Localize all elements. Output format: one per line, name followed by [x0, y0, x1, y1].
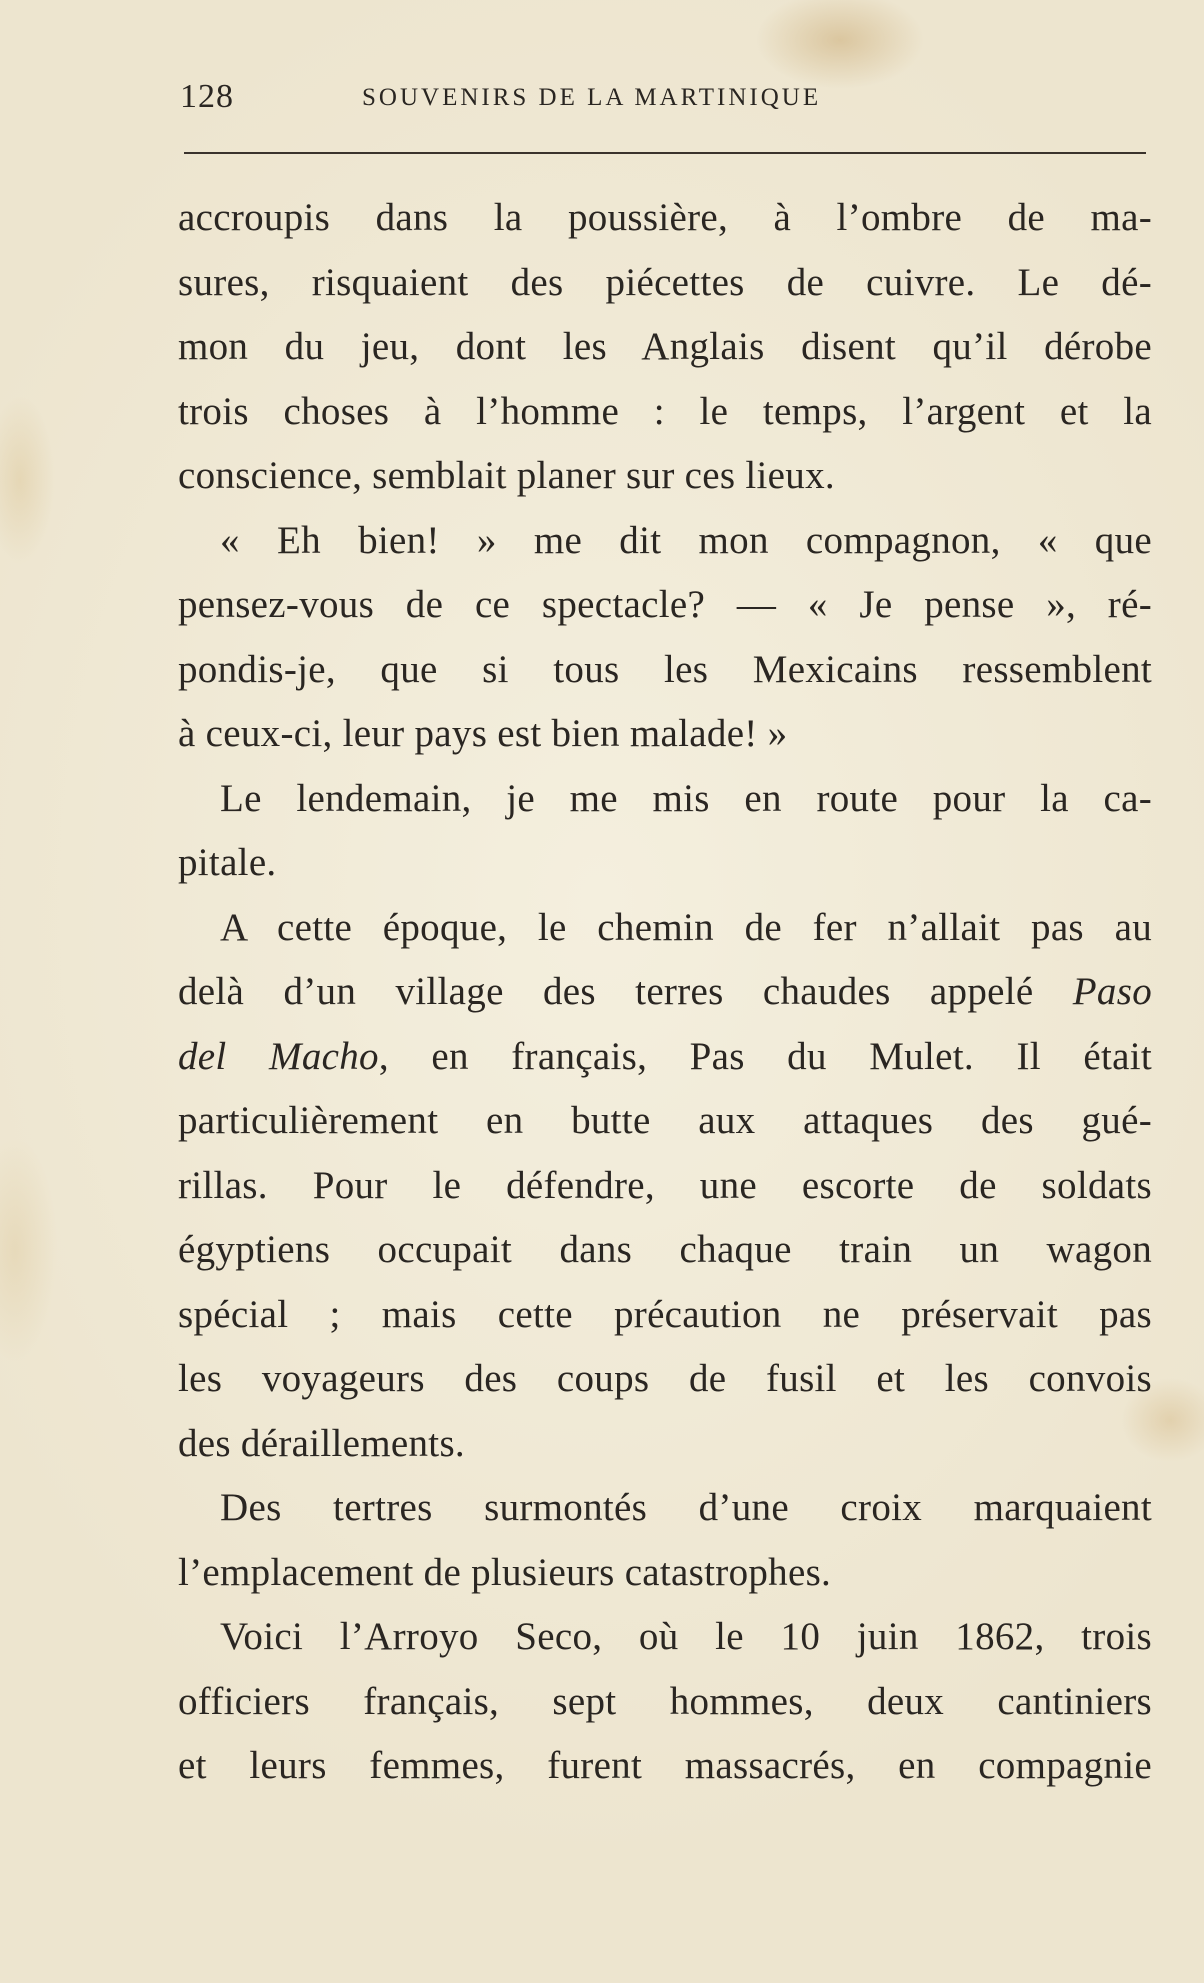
text-line: officiers français, sept hommes, deux cantiniers: [178, 1679, 1152, 1723]
text-line: spécial ; mais cette précaution ne préservait pas: [178, 1292, 1152, 1336]
text-line: à ceux-ci, leur pays est bien malade! »: [178, 712, 788, 755]
page-header: [180, 78, 1150, 118]
text-line: et leurs femmes, furent massacrés, en compagnie: [178, 1744, 1152, 1787]
text-line: [178, 1025, 1152, 1090]
text-line: [178, 960, 1152, 1025]
text-line: égyptiens occupait dans chaque train un wagon: [178, 1228, 1152, 1271]
italic-place-name: Paso: [1072, 970, 1152, 1013]
text-line: conscience, semblait planer sur ces lieux.: [178, 454, 835, 497]
running-title: SOUVENIRS DE LA MARTINIQUE: [362, 84, 822, 111]
text-line: pitale.: [178, 841, 277, 884]
text-line: sures, risquaient des piécettes de cuivre. Le dé-: [178, 260, 1152, 304]
header-rule: [184, 152, 1146, 154]
text-line: pensez-vous de ce spectacle? — « Je pense », ré-: [178, 583, 1152, 626]
text-line: les voyageurs des coups de fusil et les convois: [178, 1357, 1152, 1400]
text-line: A cette époque, le chemin de fer n’allait pas au: [220, 905, 1152, 949]
body-text: [178, 186, 1152, 1799]
text-line: rillas. Pour le défendre, une escorte de soldats: [178, 1163, 1152, 1207]
text-line: accroupis dans la poussière, à l’ombre de ma-: [178, 196, 1152, 239]
text-line: « Eh bien! » me dit mon compagnon, « que: [220, 518, 1152, 562]
text-line: Le lendemain, je me mis en route pour la ca-: [220, 776, 1152, 820]
text-line: mon du jeu, dont les Anglais disent qu’il dérobe: [178, 325, 1152, 368]
text-line: l’emplacement de plusieurs catastrophes.: [178, 1550, 832, 1594]
text-line: des déraillements.: [178, 1421, 465, 1465]
page-number: 128: [180, 78, 234, 115]
text-segment: , en français, Pas du Mulet. Il était: [378, 1034, 1152, 1078]
text-line: particulièrement en butte aux attaques des gué-: [178, 1099, 1152, 1142]
text-line: Voici l’Arroyo Seco, où le 10 juin 1862, trois: [220, 1615, 1152, 1658]
text-line: trois choses à l’homme : le temps, l’argent et la: [178, 389, 1152, 433]
italic-place-name: del Macho: [178, 1034, 379, 1078]
text-segment: delà d’un village des terres chaudes appelé: [178, 970, 1034, 1013]
text-line: pondis-je, que si tous les Mexicains ressemblent: [178, 647, 1152, 691]
text-line: Des tertres surmontés d’une croix marquaient: [220, 1486, 1152, 1529]
